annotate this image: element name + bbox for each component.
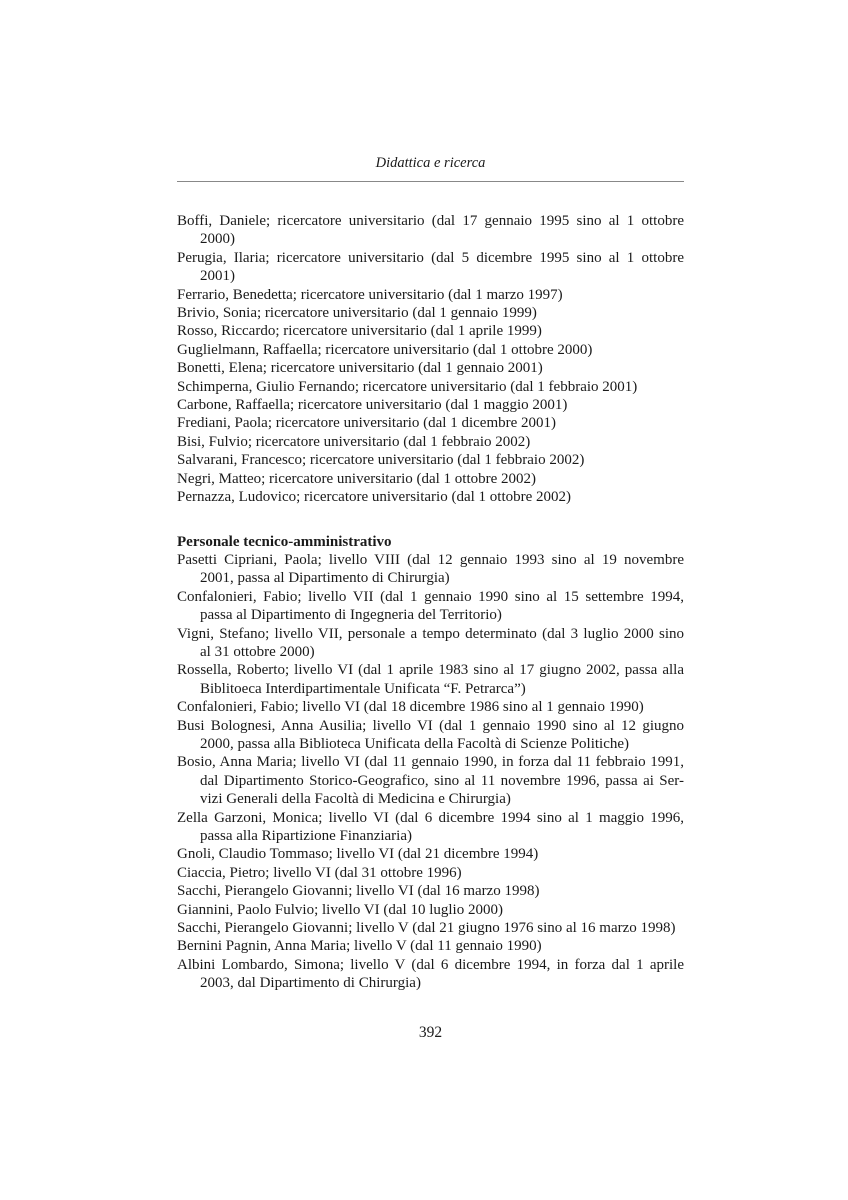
entry-continuation-line: 2001) — [200, 268, 235, 285]
list-item — [177, 625, 684, 662]
entry-line: Perugia, Ilaria; ricercatore universitario (dal 5 dicembre 1995 sino al 1 ottobre — [177, 249, 684, 266]
entry-line: Vigni, Stefano; livello VII, personale a tempo determinato (dal 3 luglio 2000 sino — [177, 625, 684, 642]
entry-line: Schimperna, Giulio Fernando; ricercatore universitario (dal 1 febbraio 2001) — [177, 378, 638, 395]
entry-line: Frediani, Paola; ricercatore universitario (dal 1 dicembre 2001) — [177, 415, 557, 432]
entry-continuation-line: Biblitoeca Interdipartimentale Unificata “F. Petrarca”) — [200, 680, 526, 697]
entry-line: Gnoli, Claudio Tommaso; livello VI (dal 21 dicembre 1994) — [177, 846, 539, 863]
list-item — [177, 378, 684, 396]
list-item — [177, 322, 684, 340]
entry-line: Salvarani, Francesco; ricercatore universitario (dal 1 febbraio 2002) — [177, 452, 585, 469]
entry-line: Zella Garzoni, Monica; livello VI (dal 6 dicembre 1994 sino al 1 maggio 1996, — [177, 809, 684, 826]
list-item — [177, 414, 684, 432]
list-item — [177, 488, 684, 506]
entry-continuation-line: 2003, dal Dipartimento di Chirurgia) — [200, 975, 421, 992]
section-title: Personale tecnico-amministrativo — [177, 533, 392, 550]
list-item — [177, 212, 684, 249]
list-item — [177, 588, 684, 625]
list-item — [177, 661, 684, 698]
entry-line: Pernazza, Ludovico; ricercatore universitario (dal 1 ottobre 2002) — [177, 489, 572, 506]
list-item — [177, 249, 684, 286]
list-item — [177, 901, 684, 919]
entry-continuation-line: al 31 ottobre 2000) — [200, 643, 315, 660]
list-item — [177, 304, 684, 322]
entry-line: Boffi, Daniele; ricercatore universitario (dal 17 gennaio 1995 sino al 1 ottobre — [177, 213, 684, 229]
entry-line: Confalonieri, Fabio; livello VII (dal 1 gennaio 1990 sino al 15 settembre 1994, — [177, 588, 684, 605]
entry-line: Carbone, Raffaella; ricercatore universitario (dal 1 maggio 2001) — [177, 397, 568, 414]
page-content — [177, 212, 684, 993]
list-item — [177, 433, 684, 451]
entry-line: Negri, Matteo; ricercatore universitario (dal 1 ottobre 2002) — [177, 470, 537, 487]
list-item — [177, 753, 684, 808]
entry-line: Pasetti Cipriani, Paola; livello VIII (dal 12 gennaio 1993 sino al 19 novembre — [177, 551, 684, 568]
page-number: 392 — [418, 1024, 443, 1041]
entry-line: Sacchi, Pierangelo Giovanni; livello VI (dal 16 marzo 1998) — [177, 883, 540, 900]
entry-line: Giannini, Paolo Fulvio; livello VI (dal 10 luglio 2000) — [177, 901, 503, 918]
entry-continuation-line: passa alla Ripartizione Finanziaria) — [200, 828, 412, 844]
entry-continuation-line: 2000, passa alla Biblioteca Unificata della Facoltà di Scienze Politiche) — [200, 735, 630, 752]
list-item — [177, 919, 684, 937]
entry-line: Rossella, Roberto; livello VI (dal 1 aprile 1983 sino al 17 giugno 2002, passa alla — [177, 662, 684, 679]
list-item — [177, 341, 684, 359]
entry-line: Albini Lombardo, Simona; livello V (dal 6 dicembre 1994, in forza dal 1 aprile — [177, 956, 684, 973]
list-item — [177, 451, 684, 469]
entry-line: Sacchi, Pierangelo Giovanni; livello V (dal 21 giugno 1976 sino al 16 marzo 1998) — [177, 920, 676, 937]
entry-line: Bisi, Fulvio; ricercatore universitario (dal 1 febbraio 2002) — [177, 433, 531, 450]
running-head: Didattica e ricerca — [375, 155, 486, 171]
entry-line: Rosso, Riccardo; ricercatore universitario (dal 1 aprile 1999) — [177, 323, 542, 340]
list-item — [177, 470, 684, 488]
entry-line: Ferrario, Benedetta; ricercatore universitario (dal 1 marzo 1997) — [177, 286, 563, 303]
entry-line: Busi Bolognesi, Anna Ausilia; livello VI (dal 1 gennaio 1990 sino al 12 giugno — [177, 717, 684, 734]
list-item — [177, 551, 684, 588]
header-rule — [177, 181, 684, 182]
entry-continuation-line: passa al Dipartimento di Ingegneria del Territorio) — [200, 607, 502, 624]
list-item — [177, 937, 684, 955]
entry-line: Bonetti, Elena; ricercatore universitario (dal 1 gennaio 2001) — [177, 360, 543, 377]
list-item — [177, 396, 684, 414]
entry-continuation-line: dal Dipartimento Storico-Geografico, sino al 11 novembre 1996, passa ai Ser- — [200, 772, 684, 789]
list-item — [177, 882, 684, 900]
list-item — [177, 359, 684, 377]
entry-continuation-line: 2000) — [200, 231, 235, 248]
entry-line: Bernini Pagnin, Anna Maria; livello V (dal 11 gennaio 1990) — [177, 938, 542, 955]
list-item — [177, 956, 684, 993]
list-item — [177, 717, 684, 754]
entry-line: Brivio, Sonia; ricercatore universitario (dal 1 gennaio 1999) — [177, 305, 537, 322]
list-item — [177, 698, 684, 716]
list-item — [177, 864, 684, 882]
entry-continuation-line: vizi Generali della Facoltà di Medicina e Chirurgia) — [200, 791, 511, 808]
entry-line: Ciaccia, Pietro; livello VI (dal 31 ottobre 1996) — [177, 864, 462, 881]
staff-list — [177, 551, 684, 993]
list-item — [177, 809, 684, 846]
list-item — [177, 286, 684, 304]
entry-continuation-line: 2001, passa al Dipartimento di Chirurgia) — [200, 570, 450, 587]
entry-line: Bosio, Anna Maria; livello VI (dal 11 gennaio 1990, in forza dal 11 febbraio 1991, — [177, 754, 684, 771]
entry-line: Guglielmann, Raffaella; ricercatore universitario (dal 1 ottobre 2000) — [177, 341, 593, 358]
entry-line: Confalonieri, Fabio; livello VI (dal 18 dicembre 1986 sino al 1 gennaio 1990) — [177, 699, 644, 716]
researchers-list — [177, 212, 684, 507]
list-item — [177, 845, 684, 863]
